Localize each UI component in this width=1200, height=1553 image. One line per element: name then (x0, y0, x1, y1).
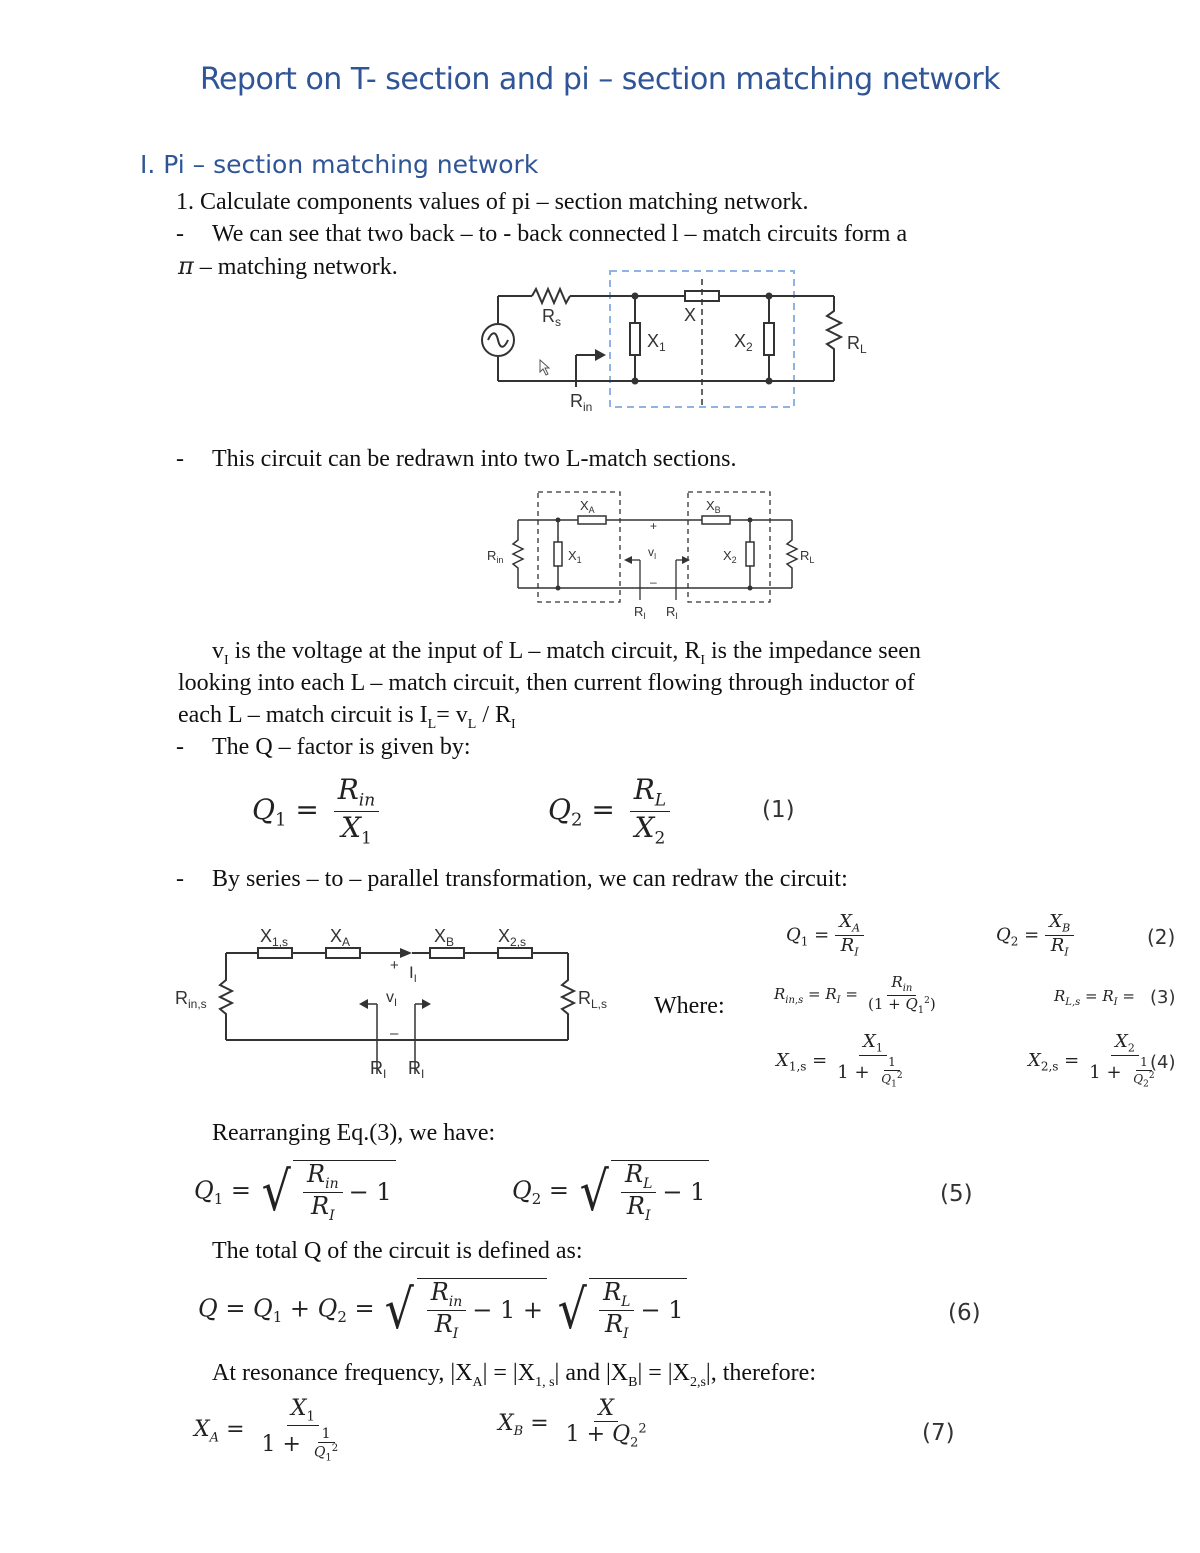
mouse-cursor-icon (540, 360, 549, 375)
equation-q2: $Q_2$ = $\frac{R_L}{X_2}$ (548, 774, 676, 849)
svg-text:RI: $R_I$ (370, 1058, 387, 1081)
equation-5b: $Q_2$ = √ $\frac{R_L}{R_I}$ − 1 (512, 1160, 709, 1224)
bullet-1-line-2: π – matching network. (178, 252, 398, 280)
bullet-dash: - (176, 734, 184, 760)
rearranging-text: Rearranging Eq.(3), we have: (212, 1120, 496, 1146)
equation-4b: $X_{2,s}$ = $X_2$ 1 + $\frac{1}{Q_2^2}$ (1028, 1031, 1155, 1090)
svg-text:+: + (390, 957, 399, 974)
equation-7b: $X_B$ = $\frac{X}{1 + Q_2^2}$ (498, 1396, 647, 1451)
x1-shunt (630, 323, 640, 355)
equation-4a: $X_{1,s}$ = $X_1$ 1 + $\frac{1}{Q_1^2}$ (776, 1031, 903, 1090)
svg-text:XB: $X_B$ (706, 498, 721, 515)
svg-text:RL: $R_L$ (847, 333, 867, 356)
bullet-1-line-1: We can see that two back – to - back connected l – match circuits form a (212, 221, 908, 247)
resonance-text: At resonance frequency, $|X_A| = |X_{1, s}|$ and $|X_B| = |X_{2,s}|$, therefore: (212, 1360, 816, 1390)
equation-2b: $Q_2$ = $\frac{X_B}{R_I}$ (996, 912, 1080, 959)
bullet-dash: - (176, 866, 184, 892)
l-sections-figure (480, 488, 840, 626)
rl-resistor (827, 296, 841, 381)
bullet-2: This circuit can be redrawn into two L-match sections. (212, 446, 737, 472)
svg-text:Rin: $R_{in}$ (487, 548, 504, 565)
bullet-dash: - (176, 221, 184, 247)
equation-number-6: (6) (948, 1300, 981, 1326)
pi-symbol: π (178, 252, 194, 280)
svg-text:–: – (650, 575, 657, 589)
equation-2a: $Q_1$ = $\frac{X_A}{R_I}$ (786, 912, 870, 959)
arrow-icon (595, 349, 606, 361)
equation-number-5: (5) (940, 1181, 973, 1207)
svg-text:XA: $X_A$ (580, 498, 595, 515)
numbered-item-1: 1. Calculate components values of pi – section matching network. (176, 189, 809, 215)
svg-text:+: + (650, 519, 658, 533)
svg-text:RL: $R_L$ (800, 548, 815, 565)
svg-text:vI: $v_I$ (648, 545, 657, 561)
rs-resistor (532, 289, 570, 303)
x2-shunt (764, 323, 774, 355)
equation-3a: $R_{in,s} = R_I$ = $\frac{R_{in}}{(1 + Q_1^2)}$ (774, 973, 936, 1016)
svg-text:RL,s: $R_{L,s}$ (578, 988, 608, 1011)
equation-number-2: (2) (1147, 925, 1176, 949)
bullet-4: By series – to – parallel transformation, we can redraw the circuit: (212, 866, 848, 892)
svg-text:X1: $X_1$ (568, 548, 582, 565)
where-label: Where: (654, 993, 725, 1019)
svg-text:X2,s: $X_{2,s}$ (498, 926, 527, 949)
svg-text:Rs: $R_s$ (542, 306, 561, 329)
series-transformed-figure (172, 918, 622, 1083)
svg-text:II: $I_I$ (409, 963, 417, 985)
svg-text:RI: $R_I$ (666, 604, 678, 621)
bullet-dash: - (176, 446, 184, 472)
section-heading: I. Pi – section matching network (140, 150, 539, 179)
equation-number-7: (7) (922, 1420, 955, 1446)
total-q-text: The total Q of the circuit is defined as: (212, 1238, 583, 1264)
svg-text:vI: $v_I$ (386, 989, 398, 1009)
equation-5a: $Q_1$ = √ $\frac{R_{in}}{R_I}$ − 1 (194, 1160, 396, 1224)
svg-text:X2: $X_2$ (734, 331, 753, 354)
svg-text:RI: $R_I$ (408, 1058, 425, 1081)
svg-text:Rin: $R_{in}$ (570, 391, 593, 414)
equation-q1: $Q_1$ = $\frac{R_{in}}{X_1}$ (252, 774, 385, 849)
paragraph-line-1: $v_I$ is the voltage at the input of L – match circuit, $R_I$ is the impedance seen (212, 638, 921, 668)
svg-text:X2: $X_2$ (723, 548, 737, 565)
svg-text:Rin,s: $R_{in,s}$ (175, 988, 207, 1011)
bullet-3: The Q – factor is given by: (212, 734, 471, 760)
equation-number-1: (1) (762, 797, 795, 823)
pi-network-figure (480, 265, 880, 420)
equation-6: $Q = Q_1 + Q_2$ = √ $\frac{R_{in}}{R_I}$ − 1 + √ $\frac{R_L}{R_I}$ − 1 (198, 1278, 687, 1342)
svg-text:XA: $X_A$ (330, 926, 351, 949)
svg-text:XB: $X_B$ (434, 926, 455, 949)
equation-number-3: (3) (1150, 987, 1176, 1008)
svg-text:–: – (390, 1025, 399, 1042)
svg-text:X1,s: $X_{1,s}$ (260, 926, 289, 949)
equation-3b: $R_{L,s} = R_I$ = (1054, 987, 1135, 1008)
equation-number-4: (4) (1150, 1052, 1176, 1073)
page-title: Report on T- section and pi – section matching network (199, 62, 1001, 97)
paragraph-line-2: looking into each L – match circuit, then current flowing through inductor of (178, 670, 915, 696)
svg-text:X1: $X_1$ (647, 331, 666, 354)
equation-7a: $X_A$ = $X_1$ 1 + $\frac{1}{Q_1^2}$ (194, 1396, 339, 1464)
svg-text:RI: $R_I$ (634, 604, 646, 621)
paragraph-line-3: each L – match circuit is $I_L= v_L / R_I$ (178, 702, 516, 732)
svg-text:X: X (684, 305, 697, 325)
